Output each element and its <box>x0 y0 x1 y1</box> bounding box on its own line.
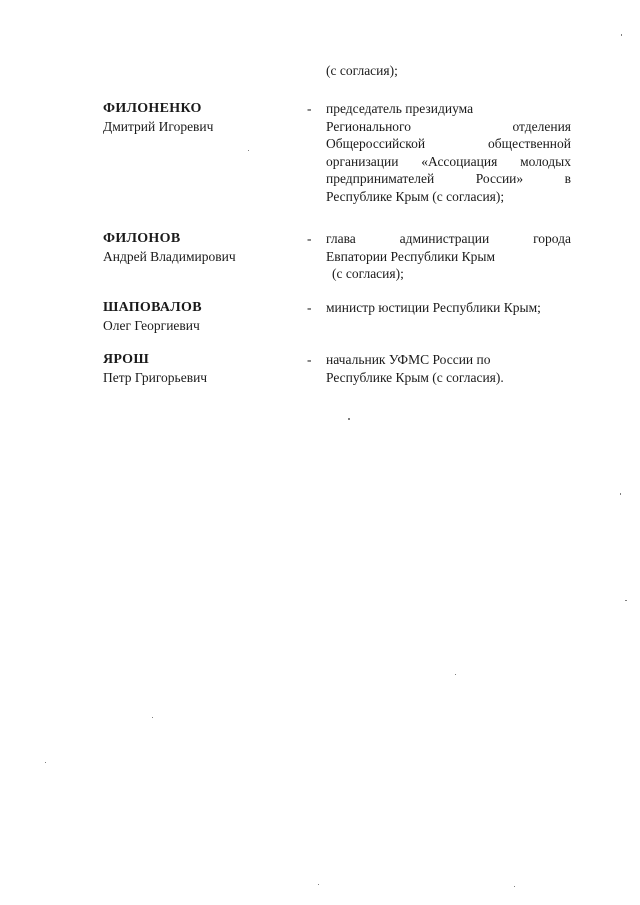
member-role <box>326 230 571 283</box>
scan-speck <box>620 493 621 495</box>
member-role <box>326 299 571 317</box>
previous-entry-continuation: (с согласия); <box>326 63 398 78</box>
role-line: министр юстиции Республики Крым; <box>326 300 541 315</box>
role-line: (с согласия); <box>332 266 404 282</box>
member-given-names: Дмитрий Игоревич <box>103 119 214 134</box>
entry-dash: - <box>307 352 312 367</box>
member-surname: ЯРОШ <box>103 352 150 367</box>
role-line: глава администрации города <box>326 231 571 246</box>
member-given-names: Петр Григорьевич <box>103 370 208 385</box>
scan-speck <box>621 34 622 36</box>
scan-speck <box>152 717 153 718</box>
member-role <box>326 100 571 206</box>
role-line: Евпатории Республики Крым <box>326 248 496 264</box>
role-line: Республике Крым (с согласия); <box>326 188 505 204</box>
role-line: организации «Ассоциация молодых <box>326 153 571 169</box>
role-line: Республике Крым (с согласия). <box>326 369 504 385</box>
role-line: Регионального отделения <box>326 118 571 134</box>
scan-speck <box>318 884 319 885</box>
entry-dash: - <box>307 231 312 246</box>
member-surname: ШАПОВАЛОВ <box>103 300 202 315</box>
member-surname: ФИЛОНЕНКО <box>103 101 202 116</box>
role-line: предпринимателей России» в <box>326 171 571 187</box>
scan-speck <box>248 150 249 151</box>
scan-speck <box>348 418 350 420</box>
entry-dash: - <box>307 300 312 315</box>
member-name-block <box>103 351 293 387</box>
scan-speck <box>625 600 627 601</box>
member-name-block <box>103 100 293 136</box>
role-line: Общероссийской общественной <box>326 136 571 152</box>
member-surname: ФИЛОНОВ <box>103 231 181 246</box>
role-line: председатель президиума <box>326 101 474 116</box>
entry-dash: - <box>307 101 312 116</box>
member-name-block <box>103 299 293 335</box>
scan-speck <box>514 886 515 887</box>
member-given-names: Андрей Владимирович <box>103 249 236 264</box>
role-line: начальник УФМС России по <box>326 352 491 367</box>
member-role <box>326 351 571 386</box>
scan-speck <box>455 674 456 675</box>
member-given-names: Олег Георгиевич <box>103 318 200 333</box>
scan-speck <box>45 762 46 763</box>
member-name-block <box>103 230 293 266</box>
